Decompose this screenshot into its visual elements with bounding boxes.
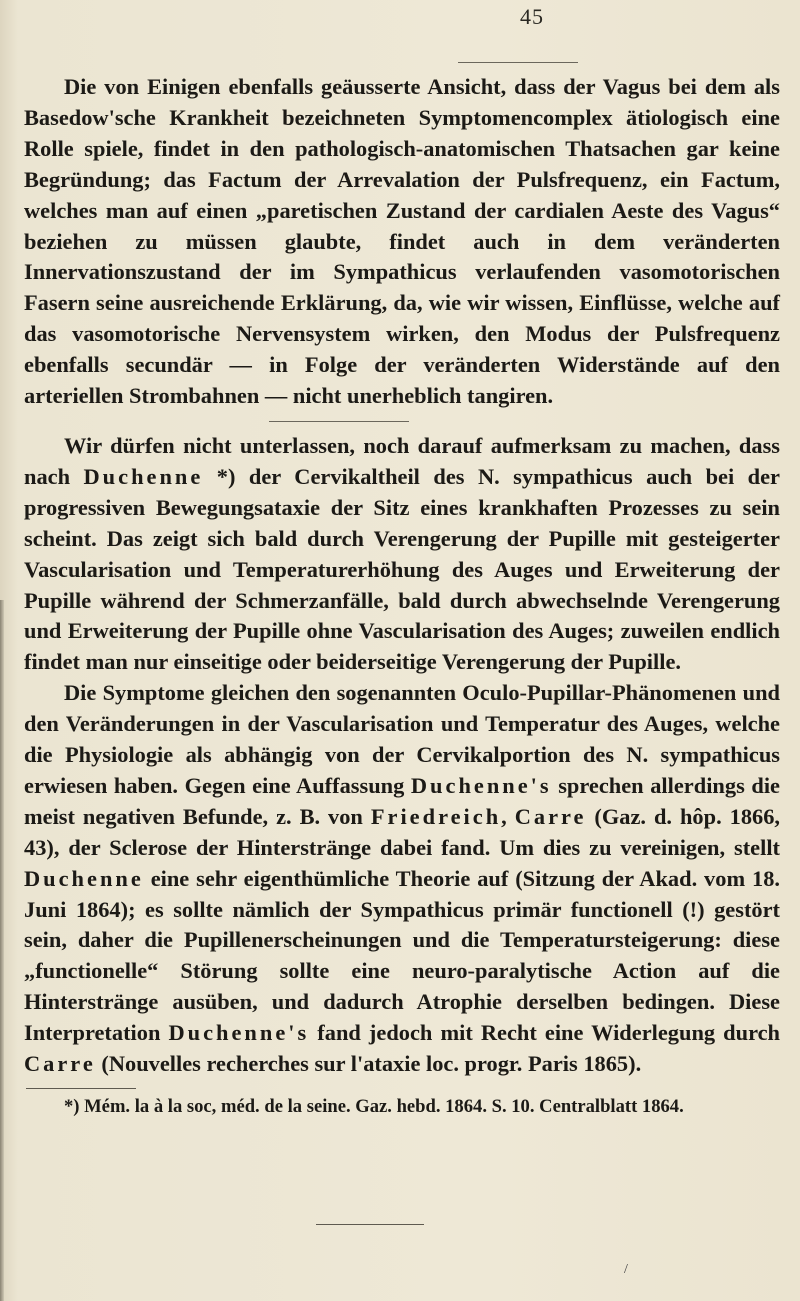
paragraph-3-text-2: sprechen allerdings die meist negativen Befunde, z. B. von — [24, 772, 780, 829]
paragraph-3-text-6: fand jedoch mit Recht eine Widerlegung durch — [309, 1020, 781, 1046]
author-name: Duchenne's — [410, 772, 552, 798]
author-name: Duchenne's — [168, 1020, 310, 1046]
paragraph-2-text-b: *) der Cervikaltheil des N. sympathicus auch bei der progressiven Bewegungsataxie der Sitz eines krankhaften Prozesses zu sein scheint. Das zeigt sich bald durch Verengerung der Pupille mit gesteigerter Vascularisation und Temperaturerhöhung des Auges und Erweiterung der Pupille während der Schmerzanfälle, bald durch abwechselnde Verengerung und Erweiterung der Pupille ohne Vascularisation des Auges; zuweilen endlich findet man nur einseitige oder beiderseitige Verengerung der Pupille. — [24, 463, 780, 675]
footnote-rule — [26, 1088, 136, 1089]
author-name: Duchenne — [83, 463, 204, 489]
paragraph-3-text-7: (Nouvelles recherches sur l'ataxie loc. progr. Paris 1865). — [95, 1051, 642, 1077]
author-name: Carre — [514, 803, 587, 829]
author-name: Carre — [24, 1051, 96, 1077]
paragraph-3-text-4: (Gaz. d. hôp. 1866, 43), der Sclerose der Hinterstränge dabei fand. Um dies zu vereinigen, stellt — [24, 803, 780, 860]
paragraph-3-text-3: , — [501, 803, 515, 829]
margin-mark: / — [624, 1262, 628, 1277]
end-rule — [316, 1224, 424, 1225]
paragraph-3-text-1: Die Symptome gleichen den sogenannten Oculo-Pupillar-Phänomenen und den Veränderungen in der Vascularisation und Temperatur des Auges, welche die Physiologie als abhängig von der Cervikalportion des N. sympathicus erwiesen haben. Gegen eine Auffassung — [24, 680, 780, 798]
body-text — [24, 72, 780, 1118]
paragraph-3 — [24, 678, 780, 1080]
paragraph-2-text-a: Wir dürfen nicht unterlassen, noch darauf aufmerksam zu machen, dass nach — [24, 432, 780, 489]
author-name: Duchenne — [24, 865, 144, 891]
paragraph-3-text-5: eine sehr eigenthümliche Theorie auf (Sitzung der Akad. vom 18. Juni 1864); es sollte nämlich der Sympathicus primär functionell (!) gestört sein, daher die Pupillenerscheinungen und die Temperatursteigerung: diese „functionelle“ Störung sollte eine neuro-paralytische Action auf die Hinterstränge ausüben, und dadurch Atrophie derselben bedingen. Diese Interpretation — [24, 865, 780, 1046]
page-spine-shadow — [0, 600, 4, 1301]
section-separator — [269, 421, 409, 422]
header-rule — [458, 62, 578, 63]
author-name: Friedreich — [370, 803, 502, 829]
footnote: *) Mém. la à la soc, méd. de la seine. Gaz. hebd. 1864. S. 10. Centralblatt 1864. — [64, 1096, 684, 1117]
paragraph-2 — [24, 431, 780, 678]
paragraph-1: Die von Einigen ebenfalls geäusserte Ansicht, dass der Vagus bei dem als Basedow'sche Krankheit bezeichneten Symptomencomplex ätiologisch eine Rolle spiele, findet in den pathologisch-anatomischen Thatsachen gar keine Begründung; das Factum der Arrevalation der Pulsfrequenz, ein Factum, welches man auf einen „paretischen Zustand der cardialen Aeste des Vagus“ beziehen zu müssen glaubte, findet auch in dem veränderten Innervationszustand der im Sympathicus verlaufenden vasomotorischen Fasern seine ausreichende Erklärung, da, wie wir wissen, Einflüsse, welche auf das vasomotorische Nervensystem wirken, den Modus der Pulsfrequenz ebenfalls secundär — in Folge der veränderten Widerstände auf den arteriellen Strombahnen — nicht unerheblich tangiren. — [24, 74, 780, 409]
page-number: 45 — [520, 4, 544, 29]
